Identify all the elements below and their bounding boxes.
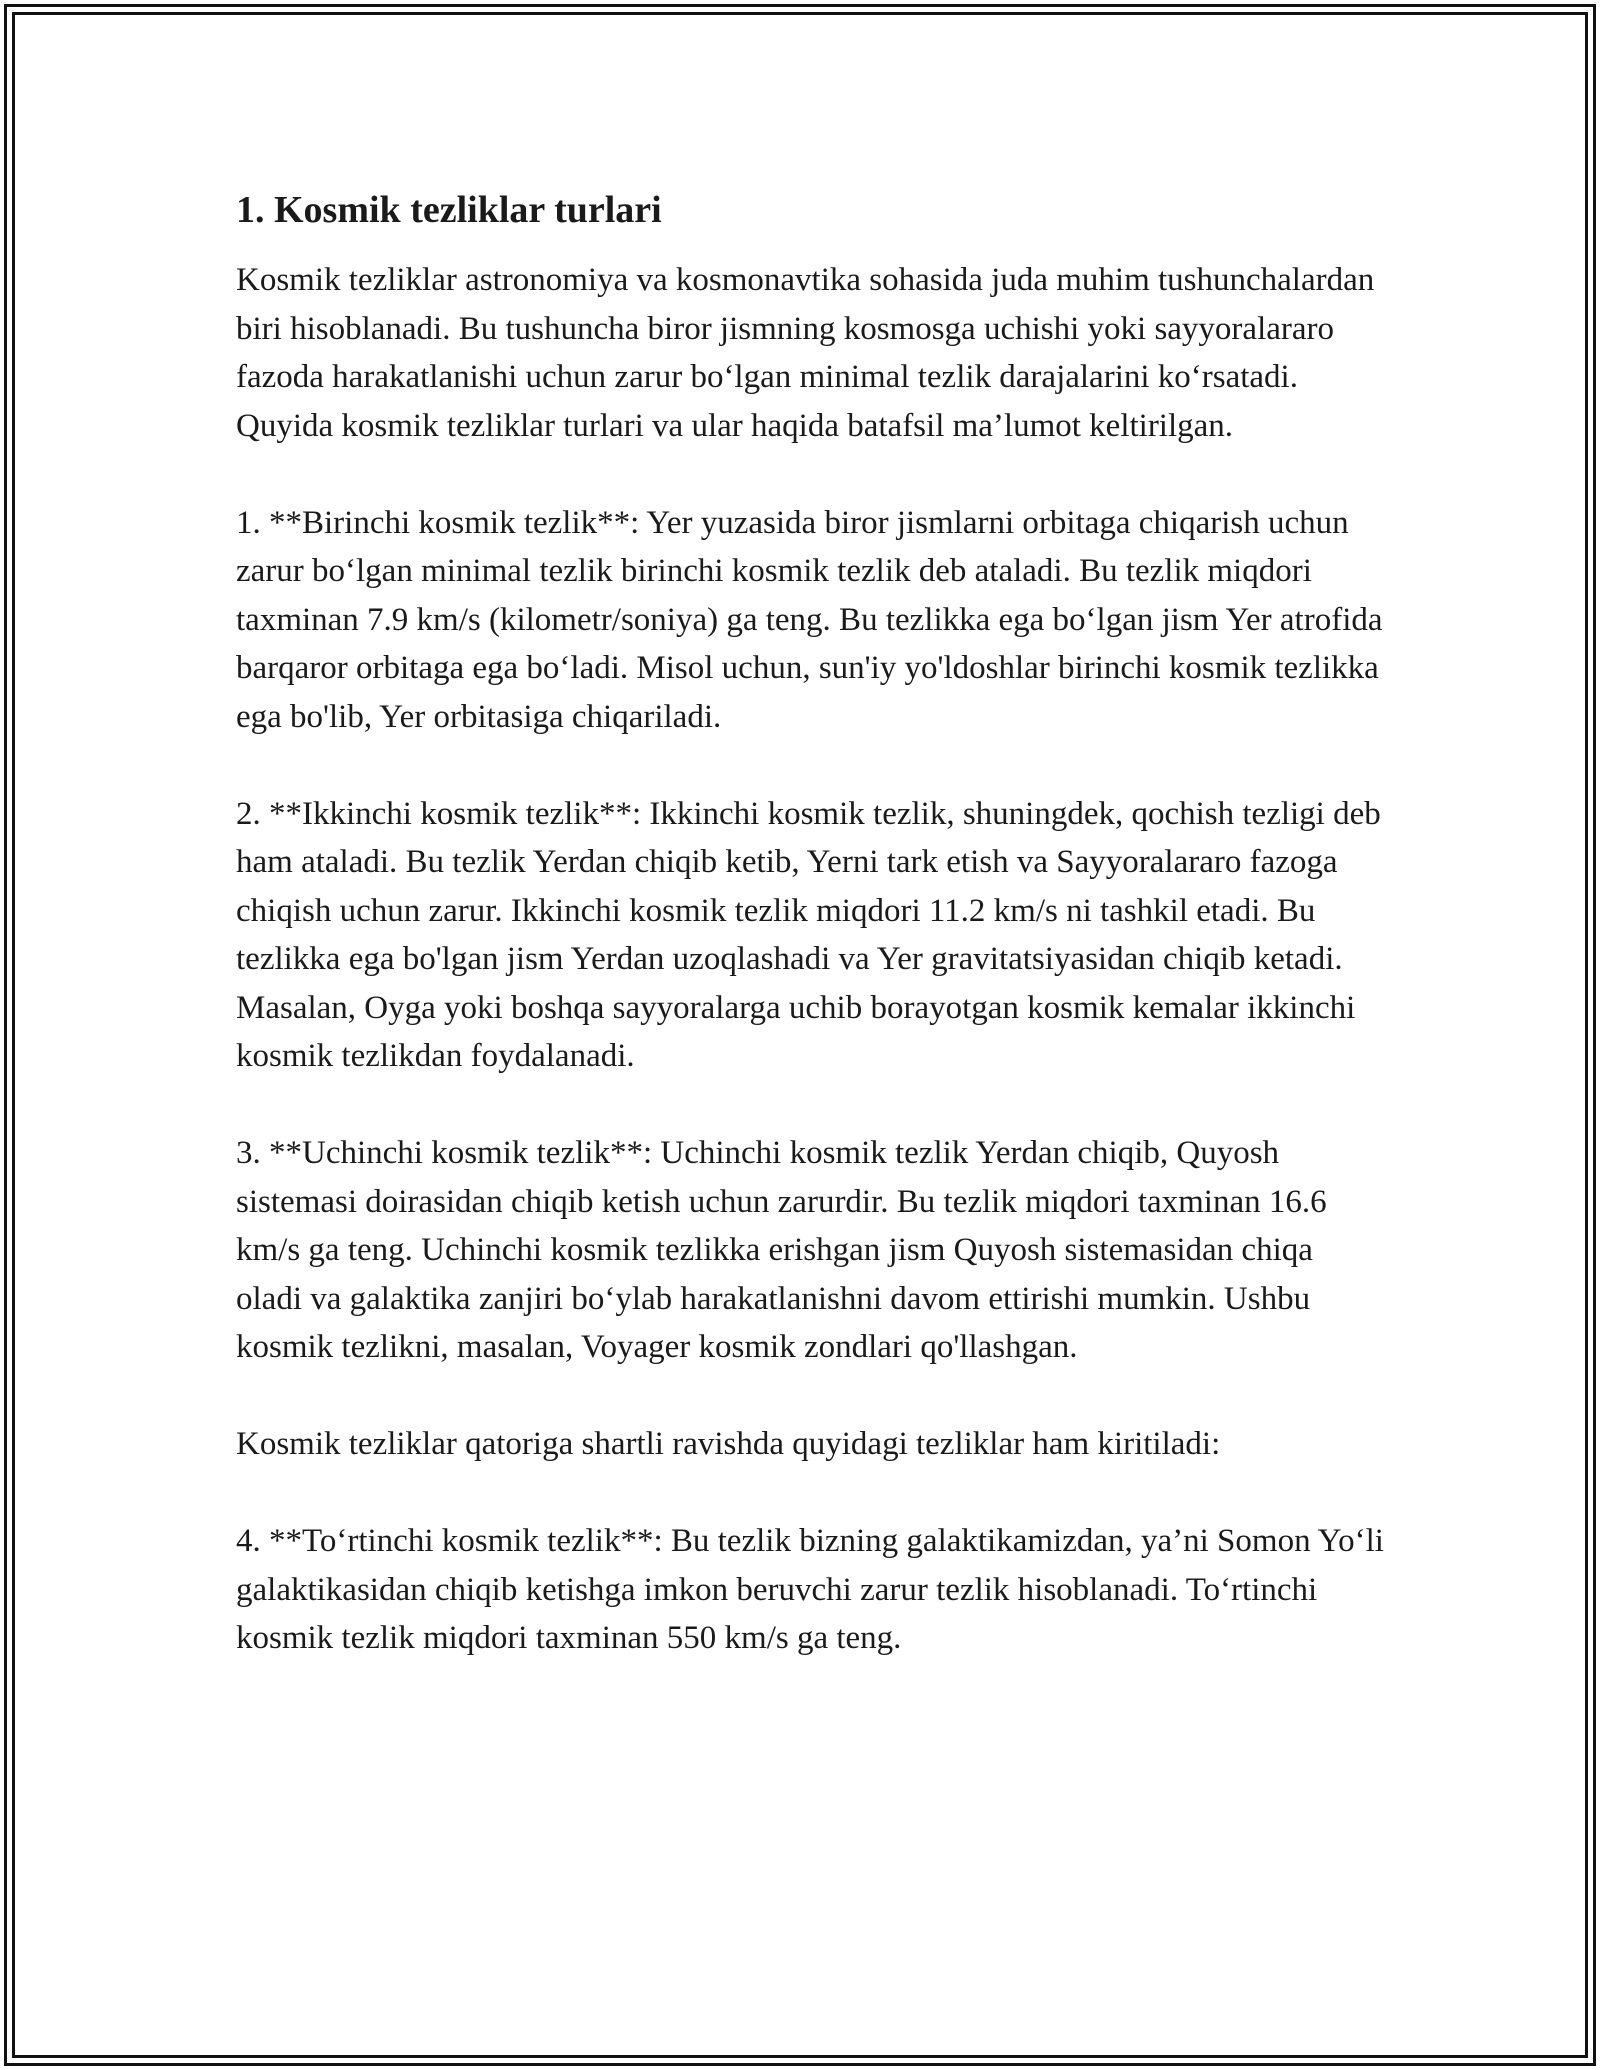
third-cosmic-velocity-paragraph: 3. **Uchinchi kosmik tezlik**: Uchinchi kosmik tezlik Yerdan chiqib, Quyosh sistemasi doirasidan chiqib ketish uchun zarurdir. Bu tezlik miqdori taxminan 16.6 km/s ga teng. Uchinchi kosmik tezlikka erishgan jism Quyosh sistemasidan chiqa oladi va galaktika zanjiri bo‘ylab harakatlanishni davom ettirishi mumkin. Ushbu kosmik tezlikni, masalan, Voyager kosmik zondlari qo'llashgan. bbox=[236, 1135, 1327, 1365]
document-body bbox=[236, 186, 1386, 1711]
fourth-cosmic-velocity-paragraph: 4. **To‘rtinchi kosmik tezlik**: Bu tezlik bizning galaktikamizdan, ya’ni Somon Yo‘li galaktikasidan chiqib ketishga imkon beruvchi zarur tezlik hisoblanadi. To‘rtinchi kosmik tezlik miqdori taxminan 550 km/s ga teng. bbox=[236, 1523, 1384, 1656]
page-title: 1. Kosmik tezliklar turlari bbox=[236, 189, 662, 231]
second-cosmic-velocity-paragraph: 2. **Ikkinchi kosmik tezlik**: Ikkinchi kosmik tezlik, shuningdek, qochish tezligi deb ham ataladi. Bu tezlik Yerdan chiqib ketib, Yerni tark etish va Sayyoralararo fazoga chiqish uchun zarur. Ikkinchi kosmik tezlik miqdori 11.2 km/s ni tashkil etadi. Bu tezlikka ega bo'lgan jism Yerdan uzoqlashadi va Yer gravitatsiyasidan chiqib ketadi. Masalan, Oyga yoki boshqa sayyoralarga uchib borayotgan kosmik kemalar ikkinchi kosmik tezlikdan foydalanadi. bbox=[236, 795, 1381, 1074]
first-cosmic-velocity-paragraph: 1. **Birinchi kosmik tezlik**: Yer yuzasida biror jismlarni orbitaga chiqarish uchun zarur bo‘lgan minimal tezlik birinchi kosmik tezlik deb ataladi. Bu tezlik miqdori taxminan 7.9 km/s (kilometr/soniya) ga teng. Bu tezlikka ega bo‘lgan jism Yer atrofida barqaror orbitaga ega bo‘ladi. Misol uchun, sun'iy yo'ldoshlar birinchi kosmik tezlikka ega bo'lib, Yer orbitasiga chiqariladi. bbox=[236, 504, 1383, 735]
conditional-velocities-intro: Kosmik tezliklar qatoriga shartli ravishda quyidagi tezliklar ham kiritiladi: bbox=[236, 1426, 1221, 1462]
intro-paragraph: Kosmik tezliklar astronomiya va kosmonavtika sohasida juda muhim tushunchalardan biri hisoblanadi. Bu tushuncha biror jismning kosmosga uchishi yoki sayyoralararo fazoda harakatlanishi uchun zarur bo‘lgan minimal tezlik darajalarini ko‘rsatadi. Quyida kosmik tezliklar turlari va ular haqida batafsil ma’lumot keltirilgan. bbox=[236, 262, 1375, 444]
